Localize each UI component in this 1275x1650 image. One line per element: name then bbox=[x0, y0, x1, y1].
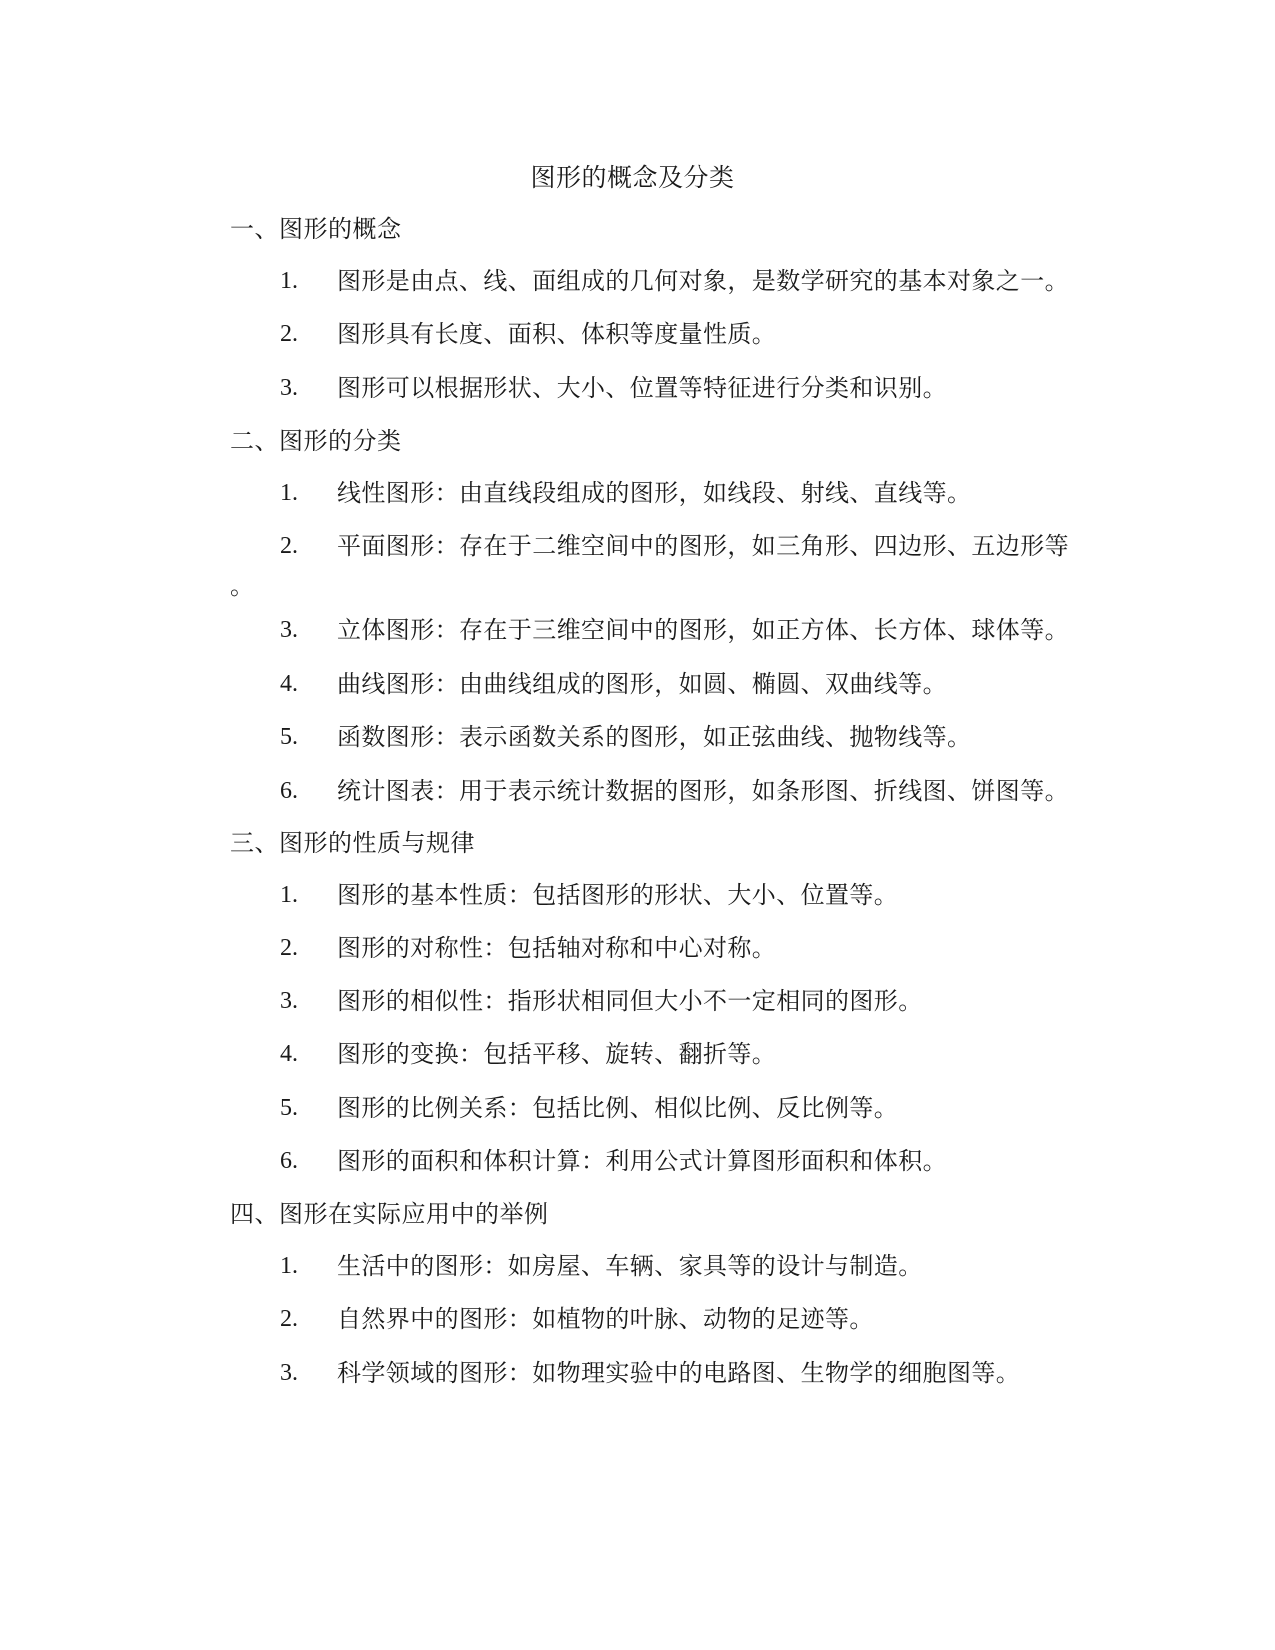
list-item-number: 1. bbox=[280, 1253, 298, 1279]
list-item-number: 5. bbox=[280, 1095, 298, 1121]
section-heading-classification: 二、图形的分类 bbox=[230, 427, 402, 455]
list-item-text: 图形的对称性：包括轴对称和中心对称。 bbox=[337, 934, 777, 962]
list-item-text: 图形具有长度、面积、体积等度量性质。 bbox=[337, 320, 777, 348]
list-item-text: 图形可以根据形状、大小、位置等特征进行分类和识别。 bbox=[337, 374, 947, 402]
list-item-number: 6. bbox=[280, 778, 298, 804]
list-item-number: 3. bbox=[280, 1360, 298, 1386]
list-item-number: 2. bbox=[280, 935, 298, 961]
list-item-number: 4. bbox=[280, 1041, 298, 1067]
list-item-number: 1. bbox=[280, 268, 298, 294]
list-item-text: 科学领域的图形：如物理实验中的电路图、生物学的细胞图等。 bbox=[337, 1359, 1021, 1387]
list-item-text: 图形的变换：包括平移、旋转、翻折等。 bbox=[337, 1040, 777, 1068]
list-item-number: 5. bbox=[280, 724, 298, 750]
list-item-text: 平面图形：存在于二维空间中的图形，如三角形、四边形、五边形等 bbox=[337, 532, 1069, 560]
list-item-text: 统计图表：用于表示统计数据的图形，如条形图、折线图、饼图等。 bbox=[337, 777, 1069, 805]
document-title: 图形的概念及分类 bbox=[530, 163, 735, 192]
list-item-number: 3. bbox=[280, 988, 298, 1014]
list-item-number: 3. bbox=[280, 375, 298, 401]
section-heading-properties: 三、图形的性质与规律 bbox=[230, 829, 475, 857]
list-item-text: 函数图形：表示函数关系的图形，如正弦曲线、抛物线等。 bbox=[337, 723, 972, 751]
list-item-text: 图形的相似性：指形状相同但大小不一定相同的图形。 bbox=[337, 987, 923, 1015]
list-item-number: 3. bbox=[280, 617, 298, 643]
list-item-text: 图形是由点、线、面组成的几何对象，是数学研究的基本对象之一。 bbox=[337, 267, 1069, 295]
section-heading-concept: 一、图形的概念 bbox=[230, 215, 402, 243]
section-heading-applications: 四、图形在实际应用中的举例 bbox=[230, 1200, 549, 1228]
list-item-number: 1. bbox=[280, 480, 298, 506]
list-item-text: 曲线图形：由曲线组成的图形，如圆、椭圆、双曲线等。 bbox=[337, 670, 947, 698]
list-item-text: 自然界中的图形：如植物的叶脉、动物的足迹等。 bbox=[337, 1305, 874, 1333]
list-item-text-tail: 。 bbox=[230, 572, 254, 600]
list-item-text: 立体图形：存在于三维空间中的图形，如正方体、长方体、球体等。 bbox=[337, 616, 1069, 644]
list-item-number: 6. bbox=[280, 1148, 298, 1174]
list-item-number: 2. bbox=[280, 321, 298, 347]
list-item-text: 线性图形：由直线段组成的图形，如线段、射线、直线等。 bbox=[337, 479, 972, 507]
list-item-text: 图形的比例关系：包括比例、相似比例、反比例等。 bbox=[337, 1094, 899, 1122]
list-item-text: 图形的面积和体积计算：利用公式计算图形面积和体积。 bbox=[337, 1147, 947, 1175]
list-item-number: 2. bbox=[280, 1306, 298, 1332]
list-item bbox=[230, 530, 1090, 610]
list-item-number: 4. bbox=[280, 671, 298, 697]
list-item-number: 1. bbox=[280, 882, 298, 908]
list-item-number: 2. bbox=[280, 533, 298, 559]
list-item-text: 生活中的图形：如房屋、车辆、家具等的设计与制造。 bbox=[337, 1252, 923, 1280]
list-item-text: 图形的基本性质：包括图形的形状、大小、位置等。 bbox=[337, 881, 899, 909]
